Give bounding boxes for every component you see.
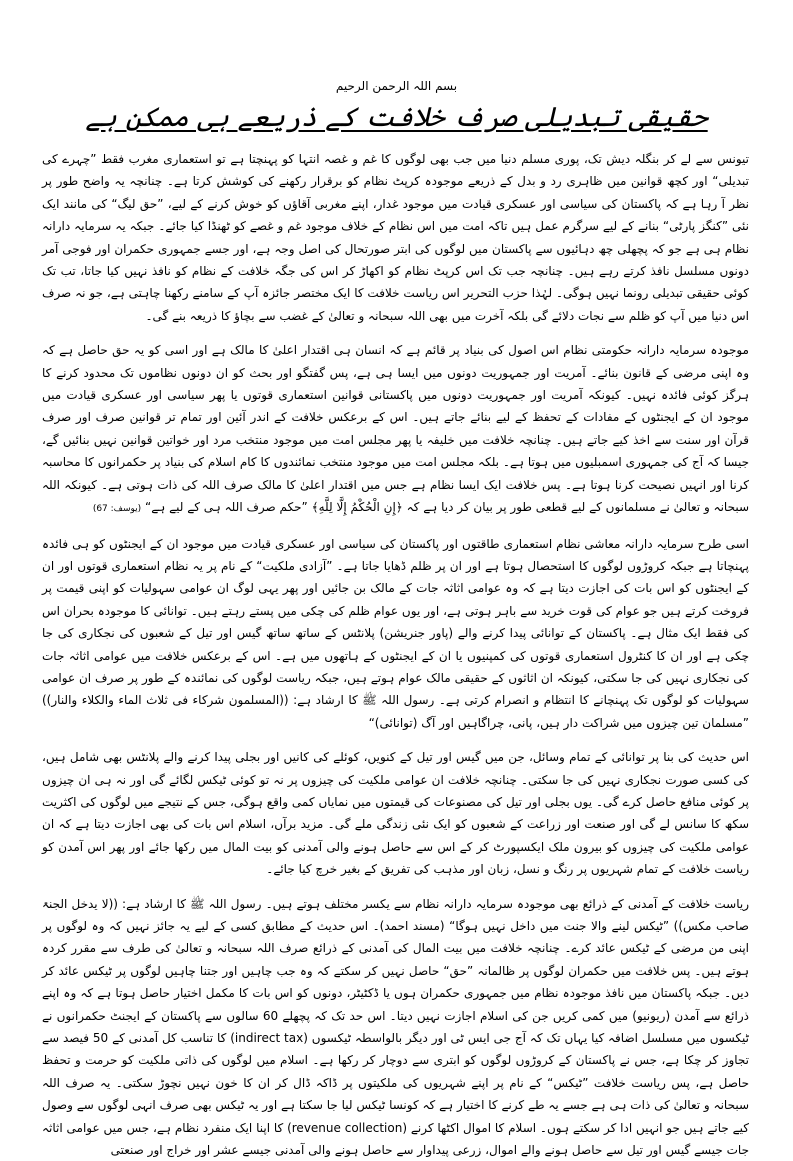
paragraph-revenue: ریاست خلافت کے آمدنی کے ذرائع بھی موجودہ سرمایہ دارانہ نظام سے یکسر مختلف ہوتے ہیں۔ رسول اللہ ﷺ کا ارشاد ہے: ((لا یدخل الجنۃ صاحب مکس)) ”ٹیکس لینے والا جنت میں داخل نہیں ہوگا“ (مسند احمد)۔ اس حدیث کے مطابق کسی کے لیے یہ جائز نہیں کہ وہ لوگوں پر اپنی من مرضی کے ٹیکس عائد کرے۔ چنانچہ خلافت میں بیت المال کی آمدنی کے ذرائع صرف اللہ سبحانہ و تعالیٰ کی طرف سے مقرر کردہ ہوتے ہیں۔ پس خلافت میں حکمران لوگوں پر ظالمانہ ”حق“ حاصل نہیں کر سکتے کہ وہ جب چاہیں اور جتنا چاہیں لوگوں پر ٹیکس عائد کر دیں۔ جبکہ پاکستان میں نافذ موجودہ نظام میں جمہوری حکمران ہوں یا ڈکٹیٹر، دونوں کو اس بات کا مکمل اختیار حاصل ہوتا ہے کہ وہ اپنے ذرائع سے آمدن (ریونیو) میں کمی کریں جن کی اسلام اجازت نہیں دیتا۔ اس حد تک کہ پچھلے 60 سالوں سے پاکستان کے ایجنٹ حکمرانوں نے ٹیکسوں میں مسلسل اضافہ کیا یہاں تک کہ آج جی ایس ٹی اور دیگر بالواسطہ ٹیکسوں (indirect tax) کا تناسب کل آمدنی کے 50 فیصد سے تجاوز کر چکا ہے، جس نے پاکستان کے کروڑوں لوگوں کو ابتری سے دوچار کر رکھا ہے۔ اسلام میں لوگوں کی ذاتی ملکیت کو حرمت و تحفظ حاصل ہے، پس ریاست خلافت ”ٹیکس“ کے نام پر اپنے شہریوں کی ملکیتوں پر ڈاکہ ڈال کر ان کا خون نہیں نچوڑ سکتی۔ یہ صرف اللہ سبحانہ و تعالیٰ کی ذات ہی ہے جسے یہ طے کرنے کا اختیار ہے کہ کونسا ٹیکس لیا جا سکتا ہے اور یہ ٹیکس بھی صرف انہی لوگوں سے وصول کیے جاتے ہیں جو انہیں ادا کر سکتے ہوں۔ اسلام کا اموال اکٹھا کرنے (revenue collection) کا اپنا ایک منفرد نظام ہے، جس میں عوامی اثاثہ جات جیسے گیس اور تیل سے حاصل ہونے والے اموال، زرعی پیداوار سے حاصل ہونے والی آمدنی جیسے عشر اور خراج اور صنعتی bbox=[42, 896, 750, 1158]
paragraph-governance bbox=[42, 339, 749, 520]
article-body bbox=[42, 148, 749, 1161]
bismillah-heading: بسم اللہ الرحمن الرحیم bbox=[335, 79, 458, 93]
paragraph-governance-text: موجودہ سرمایہ دارانہ حکومتی نظام اس اصول کی بنیاد پر قائم ہے کہ انسان ہی اقتدار اعلیٰ کا مالک ہے اور اسی کو یہ حق حاصل ہے کہ وہ اپنی مرضی کے قانون بنائے۔ آمریت اور جمہوریت دونوں میں ایسا ہی ہے، پس گفتگو اور بحث کو ان دونوں نظاموں تک محدود کرنے کا ہرگز کوئی فائدہ نہیں۔ کیونکہ آمریت اور جمہوریت دونوں میں پاکستانی قوانین استعماری قوتوں یا پھر سیاسی اور عسکری قیادت میں موجود ان کے ایجنٹوں کے مفادات کے تحفظ کے لیے بنائے جاتے ہیں۔ اس کے برعکس خلافت کے اندر آئین اور تمام تر قوانین صرف اور صرف قرآن اور سنت سے اخذ کیے جاتے ہیں۔ چنانچہ خلافت میں خلیفہ یا پھر مجلس امت میں موجود منتخب مرد اور خواتین قوانین نہیں بنائیں گے، جیسا کہ آج کی جمہوری اسمبلیوں میں ہوتا ہے۔ بلکہ مجلس امت میں موجود منتخب نمائندوں کا کام اسلام کی بنیاد پر حکمرانوں کا محاسبہ کرنا اور انہیں نصیحت کرنا ہوتا ہے۔ پس خلافت ایک ایسا نظام ہے جس میں اقتدار اعلیٰ کا مالک صرف اللہ کی ذات ہوتی ہے۔ کیونکہ اللہ سبحانہ و تعالیٰ نے مسلمانوں کے لیے قطعی طور پر بیان کر دیا ہے کہ ﴿إِنِ الْحُكْمُ إِلَّا لِلَّهِ﴾ ”حکم صرف اللہ ہی کے لیے ہے“ bbox=[42, 343, 749, 515]
paragraph-economy: اسی طرح سرمایہ دارانہ معاشی نظام استعماری طاقتوں اور پاکستان کی سیاسی اور عسکری قیادت میں موجود ان کے ایجنٹوں کو ہی فائدہ پہنچاتا ہے جبکہ کروڑوں لوگوں کا استحصال ہوتا ہے اور ان پر ظلم ڈھایا جاتا ہے۔ ”آزادی ملکیت“ کے نام پر یہ نظام استعماری قوتوں اور ان کے ایجنٹوں کو اس بات کی اجازت دیتا ہے کہ وہ عوامی اثاثہ جات کے مالک بن جائیں اور پھر یہی لوگ ان عوامی سہولیات کو اپنی قیمت پر فروخت کرتے ہیں جو عوام کی قوت خرید سے باہر ہوتی ہے، اور یوں عوام ظلم کی چکی میں پستے رہتے ہیں۔ توانائی کا موجودہ بحران اس کی فقط ایک مثال ہے۔ پاکستان کے توانائی پیدا کرنے والے (پاور جنریشن) پلانٹس کے ساتھ ساتھ گیس اور تیل کے شعبوں کی نجکاری کی جا چکی ہے اور ان کا کنٹرول استعماری قوتوں کی کمپنیوں یا ان کے ایجنٹوں کے ہاتھوں میں ہے۔ اس کے برعکس خلافت میں عوامی اثاثہ جات کی نجکاری نہیں کی جا سکتی، کیونکہ ان اثاثوں کے حقیقی مالک عوام ہوتے ہیں، جبکہ ریاست لوگوں کی نمائندہ کے طور پر صرف ان عوامی سہولیات کو لوگوں تک پہنچانے کا انتظام و انصرام کرتی ہے۔ رسول اللہ ﷺ کا ارشاد ہے: ((المسلمون شرکاء فی ثلاث الماء والکلاء والنار)) ”مسلمان تین چیزوں میں شراکت دار ہیں، پانی، چراگاہیں اور آگ (توانائی)“ bbox=[42, 536, 749, 730]
paragraph-energy: اس حدیث کی بنا پر توانائی کے تمام وسائل، جن میں گیس اور تیل کے کنویں، کوئلے کی کانیں اور بجلی پیدا کرنے والے پلانٹس بھی شامل ہیں، کی کسی صورت نجکاری نہیں کی جا سکتی۔ چنانچہ خلافت ان عوامی ملکیت کی چیزوں پر نہ تو کوئی ٹیکس لگائے گی اور نہ ہی ان چیزوں پر کوئی منافع حاصل کرے گی۔ یوں بجلی اور تیل کی مصنوعات کی قیمتوں میں نمایاں کمی واقع ہوگی، جس کے نتیجے میں لوگوں کی اکثریت سکھ کا سانس لے گی اور صنعت اور زراعت کے شعبوں کو ایک نئی زندگی ملے گی۔ مزید برآں، اسلام اس بات کی بھی اجازت دیتا ہے کہ ان عوامی ملکیت کی چیزوں کو بیرون ملک ایکسپورٹ کر کے اس سے حاصل ہونے والی آمدنی کو بیت المال میں رکھا جائے اور پھر اس آمدن کو ریاست خلافت کے تمام شہریوں پر رنگ و نسل، زبان اور مذہب کی تفریق کے بغیر خرچ کیا جائے۔ bbox=[42, 750, 749, 877]
quran-reference: (یوسف: 67) bbox=[92, 504, 142, 515]
page-title: حقیقی تبدیلی صرف خلافت کے ذریعے ہی ممکن ہے bbox=[85, 102, 708, 133]
paragraph-intro: تیونس سے لے کر بنگلہ دیش تک، پوری مسلم دنیا میں جب بھی لوگوں کا غم و غصہ انتہا کو پہنچتا ہے تو استعماری مغرب فقط ”چہرے کی تبدیلی“ اور کچھ قوانین میں ظاہری رد و بدل کے ذریعے موجودہ کرپٹ نظام کو برقرار رکھنے کی کوشش کرتا ہے۔ چنانچہ یہ واضح طور پر نظر آ رہا ہے کہ پاکستان کی سیاسی اور عسکری قیادت میں موجود غدار، اپنے مغربی آقاؤں کو خوش کرنے کے لیے، ”حق لیگ“ کی مانند ایک نئی ”کنگز پارٹی“ بنانے کے لیے سرگرم عمل ہیں تاکہ امت میں اس نظام کے خلاف موجود غم و غصے کو ٹھنڈا کیا جائے۔ جبکہ یہ سرمایہ دارانہ نظام ہی ہے جو کہ پچھلی چھ دہائیوں سے پاکستان میں لوگوں کی ابتر صورتحال کی اصل وجہ ہے، اور جسے جمہوری حکمران اور فوجی آمر دونوں مسلسل نافذ کرتے رہے ہیں۔ چنانچہ جب تک اس کرپٹ نظام کو اکھاڑ کر اس کی جگہ خلافت کے نظام کو نافذ نہیں کیا جاتا، تب تک کوئی حقیقی تبدیلی رونما نہیں ہوگی۔ لہٰذا حزب التحریر اس ریاست خلافت کا ایک مختصر جائزہ آپ کے سامنے رکھنا چاہتی ہے، جو نہ صرف اس دنیا میں آپ کو ظلم سے نجات دلائے گی بلکہ آخرت میں بھی اللہ سبحانہ و تعالیٰ کے غضب سے بچاؤ کا ذریعہ بنے گی۔ bbox=[42, 152, 749, 323]
